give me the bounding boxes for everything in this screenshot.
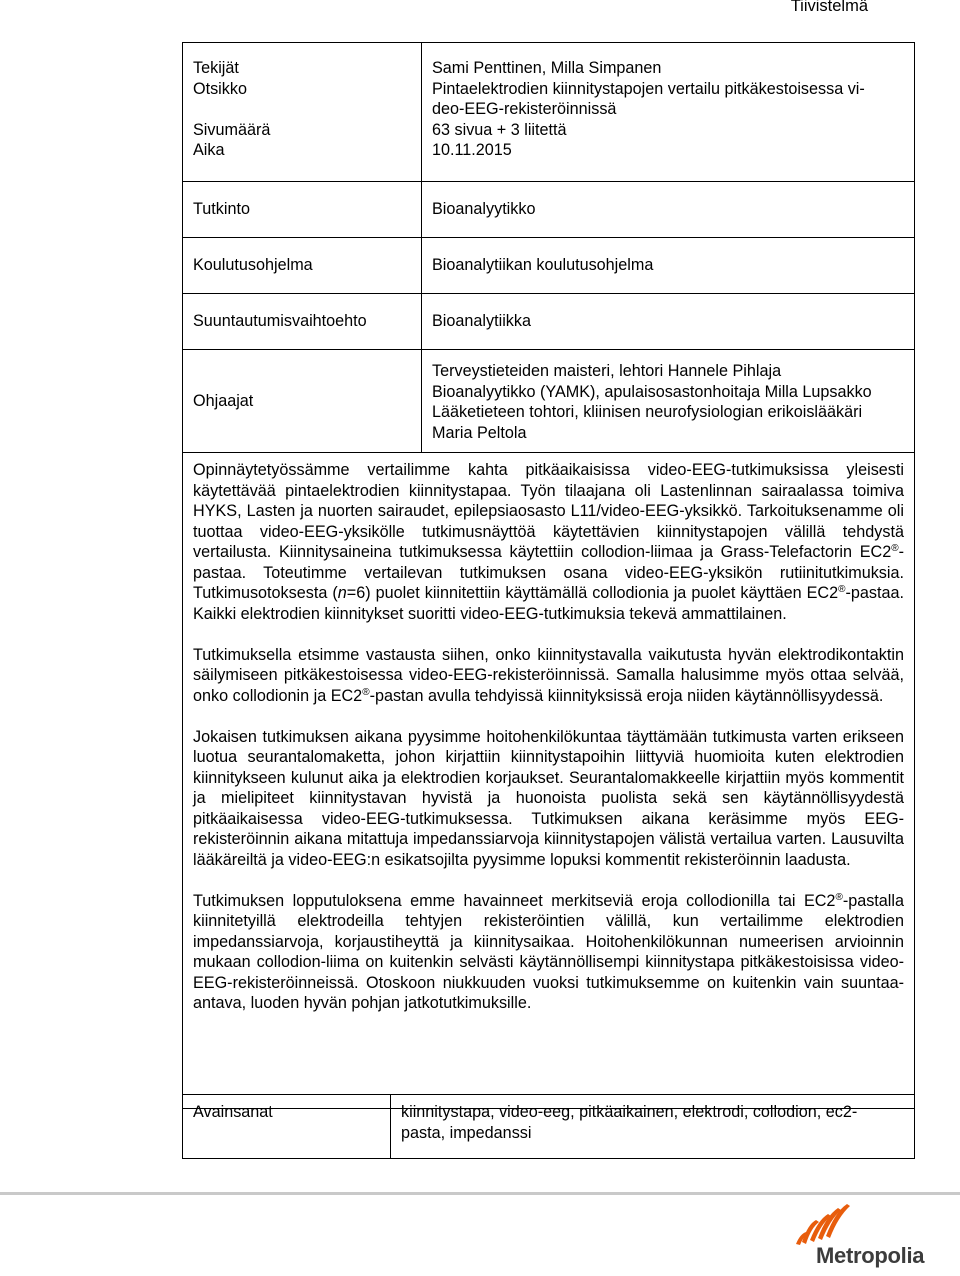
abstract-text: -pastaa. Kaikki elektrodien kiinnitykset suoritti video-EEG-tutkimuksia tekevä ammattilainen. [193, 584, 904, 623]
pages-label: Sivumäärä [193, 120, 271, 139]
degree-label: Tutkinto [183, 182, 422, 238]
supervisor-line: Bioanalyytikko (YAMK), apulaisosastonhoitaja Milla Lupsakko [432, 382, 872, 401]
pages-value: 63 sivua + 3 liitettä [432, 120, 567, 139]
abstract-paragraph-4 [193, 891, 904, 1014]
degree-row [183, 182, 915, 238]
registered-mark: ® [838, 584, 846, 595]
meta-values-cell [422, 43, 915, 182]
supervisor-line: Lääketieteen tohtori, kliinisen neurofysiologian erikoislääkäri [432, 403, 863, 421]
abstract-text: -pastalla kiinnitetyillä elektrodeilla tehtyjen rekisteröintien välillä, kun vertailimme elektrodien impedanssiarvoja, korjaustiheyttä ja kiinnitysaikaa. Hoitohenkilökunnan numeerisen arvioinnin mukaan collodion-liima on kuitenkin selvästi käytännöllisempi kiinnitystapa pitkäkestoisissa video-EEG-rekisteröinneissä. Otoskoon niukkuuden vuoksi tutkimuksemme on kuitenkin vain suuntaa-antava, luoden hyvän pohjan jatkotutkimuksille. [193, 891, 904, 1012]
date-value: 10.11.2015 [432, 141, 512, 159]
abstract-text: Opinnäytetyössämme vertailimme kahta pitkäaikaisissa video-EEG-tutkimuksissa yleisesti käytettävää pintaelektrodien kiinnitystapaa. Työn tilaajana oli Lastenlinnan sairaalassa toimiva HYKS, Lasten ja nuorten sairaudet, epilepsiaosasto L11/video-EEG-yksikkö. Tarkoituksenamme oli tuottaa video-EEG-yksikölle tutkimusnäyttöä käytettävien kiinnitystapojen välillä tehdystä vertailusta. Kiinnitysaineina tutkimuksessa käytettiin collodion-liimaa ja Grass-Telefactorin EC2 [193, 461, 904, 561]
specialisation-row [183, 294, 915, 350]
supervisors-value [422, 350, 915, 453]
programme-value: Bioanalytiikan koulutusohjelma [422, 238, 915, 294]
keywords-line: kiinnitystapa, video-eeg, pitkäaikainen, elektrodi, collodion, ec2- [401, 1103, 858, 1121]
abstract-text: =6) puolet kiinnitettiin käyttämällä collodionia ja puolet käyttäen EC2 [346, 584, 839, 602]
meta-basic-row [183, 43, 915, 182]
title-value-line1: Pintaelektrodien kiinnitystapojen vertailu pitkäkestoisessa vi- [432, 79, 865, 98]
title-label: Otsikko [193, 79, 247, 98]
abstract-paragraph-3: Jokaisen tutkimuksen aikana pyysimme hoitohenkilökuntaa täyttämään tutkimusta varten erikseen luotua seurantalomaketta, johon kirjattiin kiinnitystapoihin liittyviä huomioita kuten elektrodien kiinnitykseen kulunut aika ja elektrodien korjaukset. Seurantalomakkeelle kirjattiin myös kommentit ja mielipiteet kiinnitystavan hyvistä ja huonoista puolista sekä sen käytännöllisyydestä pitkäaikaisessa video-EEG-tutkimuksessa. Tutkimuksen aikana keräsimme myös EEG-rekisteröinnin aikana mitattuja impedanssiarvoja kiinnitystapojen välistä vertailua varten. Lausuvilta lääkäreiltä ja video-EEG:n esikatsojilta pyysimme lopuksi kommentit rekisteröinnin laadusta. [193, 727, 904, 869]
degree-value: Bioanalyytikko [422, 182, 915, 238]
abstract-paragraph-2 [193, 645, 904, 707]
abstract-text: -pastan avulla tehdyissä kiinnityksissä eroja niiden käytännöllisyydessä. [369, 686, 884, 705]
registered-mark: ® [835, 891, 843, 903]
authors-label: Tekijät [193, 59, 239, 77]
specialisation-label: Suuntautumisvaihtoehto [183, 294, 422, 350]
registered-mark: ® [891, 543, 899, 554]
authors-value: Sami Penttinen, Milla Simpanen [432, 59, 662, 77]
programme-label: Koulutusohjelma [183, 238, 422, 294]
keywords-row [183, 1095, 915, 1159]
abstract-table [182, 42, 915, 1109]
title-value-line2: deo-EEG-rekisteröinnissä [432, 100, 617, 118]
abstract-paragraph-1 [193, 460, 904, 624]
keywords-table [182, 1094, 915, 1159]
abstract-body [183, 453, 915, 1109]
keywords-line: pasta, impedanssi [401, 1123, 532, 1142]
footer-divider [0, 1192, 960, 1195]
supervisors-row [183, 350, 915, 453]
logo-wordmark: Metropolia [816, 1243, 925, 1268]
keywords-value [391, 1095, 915, 1159]
specialisation-value: Bioanalytiikka [422, 294, 915, 350]
keywords-label: Avainsanat [183, 1095, 391, 1159]
meta-labels-cell [183, 43, 422, 182]
abstract-text: Tutkimuksen lopputuloksena emme havainneet merkitseviä eroja collodionilla tai EC2 [193, 891, 836, 910]
supervisor-line: Terveystieteiden maisteri, lehtori Hannele Pihlaja [432, 362, 782, 380]
supervisors-label: Ohjaajat [183, 350, 422, 453]
abstract-row [183, 453, 915, 1109]
supervisor-line: Maria Peltola [432, 423, 527, 442]
date-label: Aika [193, 141, 225, 159]
abstract-text: Tutkimuksella etsimme vastausta siihen, onko kiinnitystavalla vaikutusta hyvän elektrodikontaktin säilymiseen pitkäkestoisessa video-EEG-rekisteröinnissä. Samalla halusimme myös ottaa selvää, onko collodionin ja EC2 [193, 645, 904, 705]
sample-size-symbol: n [337, 584, 347, 602]
programme-row [183, 238, 915, 294]
abstract-text: -pastaa. Toteutimme vertailevan tutkimuksen osana video-EEG-yksikön rutiinitutkimuksia. Tutkimusotoksesta ( [193, 543, 904, 602]
document-section-label: Tiivistelmä [790, 0, 868, 15]
registered-mark: ® [362, 686, 370, 698]
